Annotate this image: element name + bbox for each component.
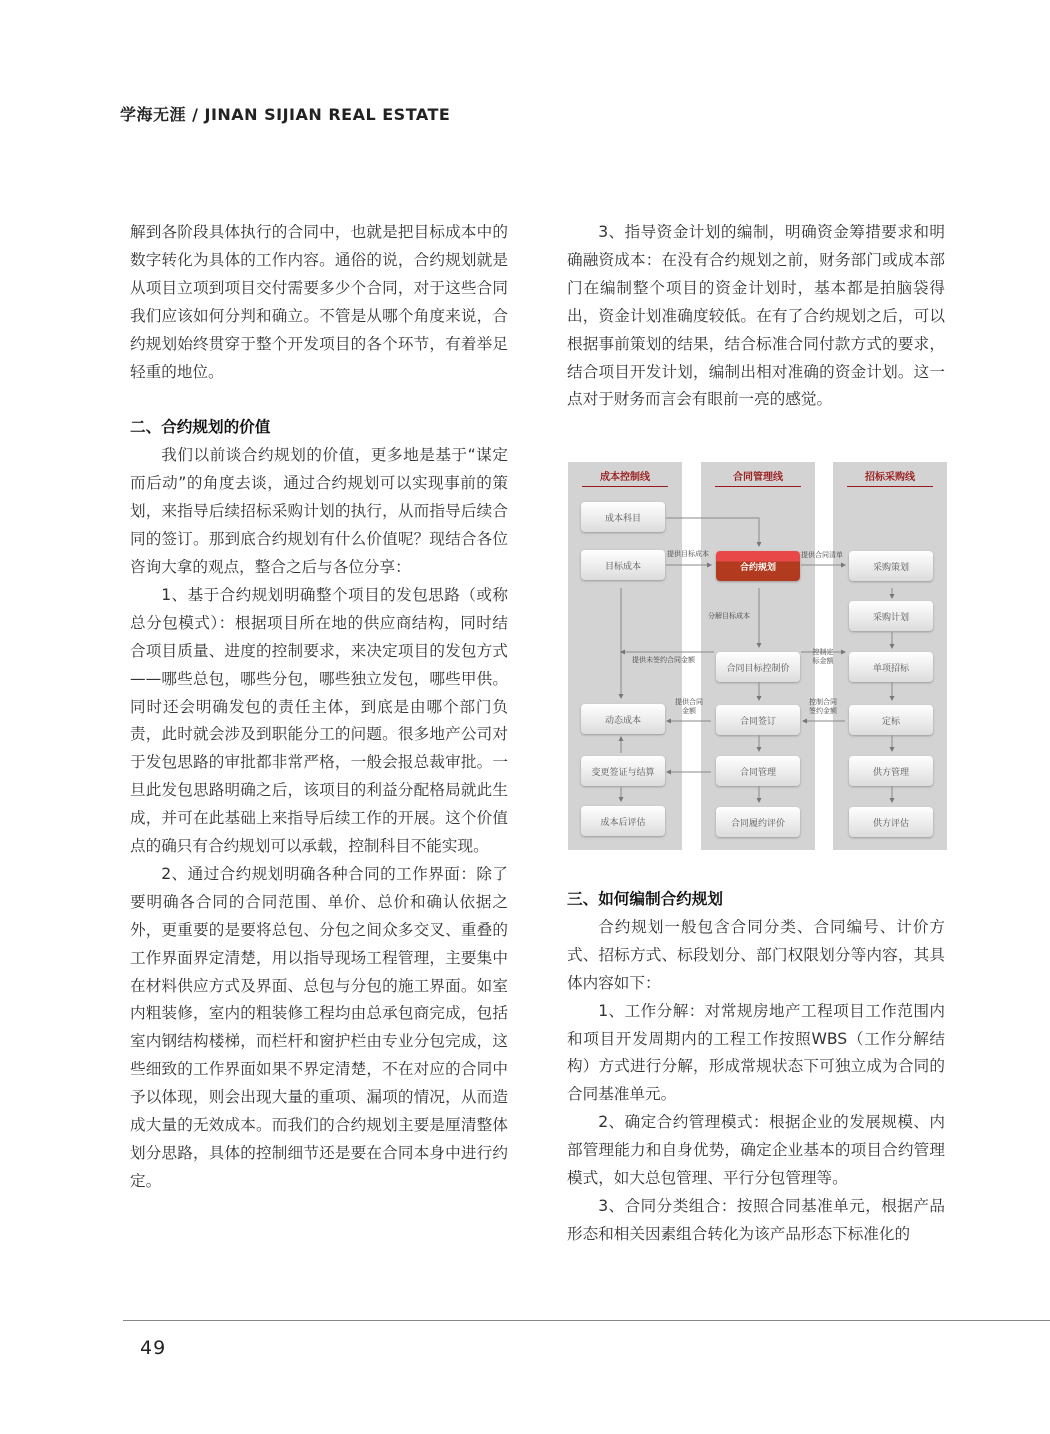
box-cost-post-evaluation: 成本后评估 — [581, 806, 665, 836]
label-control-tender-amount: 控制定 标金额 — [812, 648, 834, 665]
paragraph: 我们以前谈合约规划的价值，更多地是基于“谋定而后动”的角度去谈，通过合约规划可以实现事前的策划，来指导后续招标采购计划的执行，从而指导后续合同的签订。那到底合约规划有什么价值呢？现结合各位咨询大拿的观点，整合之后与各位分享： — [130, 446, 508, 576]
label-control-sign-amount: 控制合同 签约金额 — [809, 698, 837, 715]
right-column-top — [567, 219, 945, 414]
box-contract-signing: 合同签订 — [716, 705, 800, 735]
box-purchase-planning: 采购策划 — [849, 551, 933, 581]
box-cost-subject: 成本科目 — [581, 502, 665, 532]
left-column — [130, 219, 508, 1196]
box-single-tender: 单项招标 — [849, 652, 933, 682]
right-column-bottom — [567, 886, 945, 1249]
lane-title: 招标采购线 — [865, 472, 915, 483]
box-dynamic-cost: 动态成本 — [581, 704, 665, 734]
paragraph: 1、工作分解：对常规房地产工程项目工作范围内和项目开发周期内的工程工作按照WBS（工作分解结构）方式进行分解，形成常规状态下可独立成为合同的合同基准单元。 — [567, 1001, 945, 1104]
box-target-cost: 目标成本 — [581, 550, 665, 580]
box-supplier-evaluation: 供方评估 — [849, 807, 933, 837]
paragraph: 合约规划一般包含合同分类、合同编号、计价方式、招标方式、标段划分、部门权限划分等内容，其具体内容如下： — [567, 917, 945, 992]
contract-planning-flow-diagram — [566, 462, 950, 852]
box-change-settlement: 变更签证与结算 — [581, 756, 665, 786]
box-purchase-schedule: 采购计划 — [849, 601, 933, 631]
box-contract-target-price: 合同目标控制价 — [716, 652, 800, 682]
label-decompose-target-cost: 分解目标成本 — [708, 612, 750, 620]
box-award: 定标 — [849, 705, 933, 735]
box-contract-management: 合同管理 — [716, 756, 800, 786]
section-heading: 三、如何编制合约规划 — [567, 890, 723, 908]
paragraph: 3、指导资金计划的编制，明确资金筹措要求和明确融资成本：在没有合约规划之前，财务部门或成本部门在编制整个项目的资金计划时，基本都是拍脑袋得出，资金计划准确度较低。在有了合约规划之后，可以根据事前策划的结果，结合标准合同付款方式的要求，结合项目开发计划，编制出相对准确的资金计划。这一点对于财务而言会有眼前一亮的感觉。 — [567, 223, 945, 409]
spacer — [130, 386, 508, 414]
label-provide-target-cost: 提供目标成本 — [667, 550, 709, 558]
paragraph: 3、合同分类组合：按照合同基准单元，根据产品形态和相关因素组合转化为该产品形态下标准化的 — [567, 1196, 945, 1243]
page-number: 49 — [140, 1337, 167, 1359]
paragraph: 1、基于合约规划明确整个项目的发包思路（或称总分包模式）：根据项目所在地的供应商结构，同时结合项目质量、进度的控制要求，来决定项目的发包方式——哪些总包，哪些分包，哪些独立发包，哪些甲供。同时还会明确发包的责任主体，到底是由哪个部门负责，此时就会涉及到职能分工的问题。很多地产公司对于发包思路的审批都非常严格，一般会报总裁审批。一旦此发包思路明确之后，该项目的利益分配格局就此生成，并可在此基础上来指导后续工作的开展。这个价值点的确只有合约规划可以承载，控制科目不能实现。 — [130, 585, 508, 856]
paragraph: 2、确定合约管理模式：根据企业的发展规模、内部管理能力和自身优势，确定企业基本的项目合约管理模式，如大总包管理、平行分包管理等。 — [567, 1113, 945, 1188]
footer-divider — [123, 1320, 1050, 1321]
lane-title: 成本控制线 — [600, 472, 650, 483]
box-contract-performance-eval: 合同履约评价 — [716, 807, 800, 837]
label-provide-contract-list: 提供合同清单 — [801, 551, 843, 559]
section-heading: 二、合约规划的价值 — [130, 418, 271, 437]
box-supplier-management: 供方管理 — [849, 756, 933, 786]
paragraph: 2、通过合约规划明确各种合同的工作界面：除了要明确各合同的合同范围、单价、总价和确认依据之外，更重要的是要将总包、分包之间众多交叉、重叠的工作界面界定清楚，用以指导现场工程管理，主要集中在材料供应方式及界面、总包与分包的施工界面。如室内粗装修，室内的粗装修工程均由总承包商完成，包括室内钢结构楼梯，而栏杆和窗护栏由专业分包完成，这些细致的工作界面如果不界定清楚，不在对应的合同中予以体现，则会出现大量的重项、漏项的情况，从而造成大量的无效成本。而我们的合约规划主要是厘清整体划分思路，具体的控制细节还是要在合同本身中进行约定。 — [130, 864, 508, 1190]
lane-title: 合同管理线 — [733, 472, 783, 483]
label-provide-contract-amount: 提供合同 金额 — [675, 698, 703, 715]
running-header: 学海无涯 / JINAN SIJIAN REAL ESTATE — [120, 105, 451, 124]
paragraph: 解到各阶段具体执行的合同中，也就是把目标成本中的数字转化为具体的工作内容。通俗的说，合约规划就是从项目立项到项目交付需要多少个合同，对于这些合同我们应该如何分判和确立。不管是从哪个角度来说，合约规划始终贯穿于整个开发项目的各个环节，有着举足轻重的地位。 — [130, 223, 508, 381]
label-provide-unsigned-amount: 提供未签约合同金额 — [632, 656, 695, 664]
box-contract-planning: 合约规划 — [716, 551, 800, 581]
